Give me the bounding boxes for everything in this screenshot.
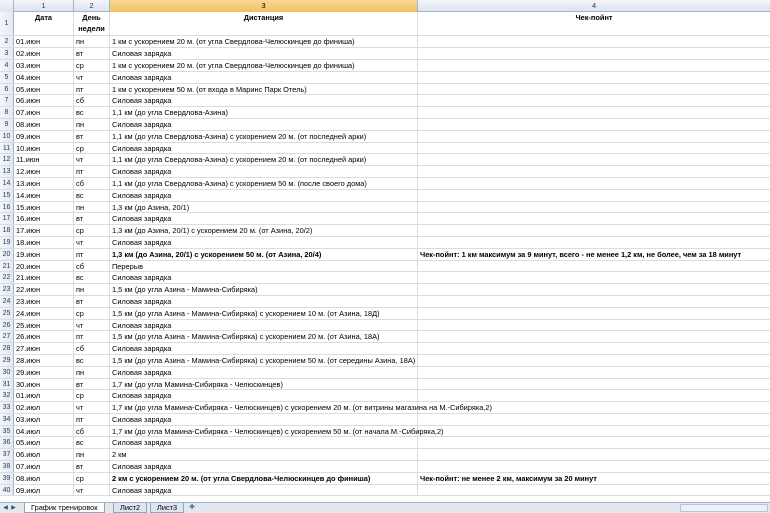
table-row <box>0 402 770 414</box>
table-row <box>0 84 770 96</box>
prev-sheet-icon[interactable]: ◀ <box>3 505 8 511</box>
checkpoint-cell[interactable] <box>418 308 770 319</box>
row-number[interactable]: 29 <box>0 355 14 366</box>
checkpoint-cell[interactable] <box>418 178 770 189</box>
distance-cell[interactable]: 1,1 км (до угла Свердлова-Азина) с ускорением 50 м. (после своего дома) <box>110 178 418 189</box>
distance-cell[interactable]: 1,7 км (до угла Мамина-Сибиряка - Челюскинцев) с ускорением 50 м. (от начала М.-Сибиряка,2) <box>112 426 444 436</box>
row-number[interactable]: 38 <box>0 461 14 472</box>
row-number[interactable]: 23 <box>0 284 14 295</box>
distance-cell[interactable]: Силовая зарядка <box>110 119 418 130</box>
checkpoint-cell[interactable] <box>418 320 770 331</box>
weekday-cell[interactable]: чт <box>74 320 110 331</box>
table-row <box>0 237 770 249</box>
distance-cell[interactable]: Силовая зарядка <box>110 343 418 354</box>
distance-cell[interactable]: Силовая зарядка <box>110 166 418 177</box>
table-row <box>0 379 770 391</box>
checkpoint-cell[interactable] <box>418 36 770 47</box>
header-checkpoint[interactable]: Чек-пойнт <box>575 13 613 22</box>
weekday-cell[interactable]: пн <box>74 119 110 130</box>
date-cell[interactable]: 12.июн <box>14 166 74 177</box>
date-cell[interactable]: 01.июл <box>14 390 74 401</box>
weekday-cell[interactable]: ср <box>74 143 110 154</box>
date-cell[interactable]: 30.июн <box>14 379 74 390</box>
date-cell[interactable]: 13.июн <box>14 178 74 189</box>
row-number[interactable]: 18 <box>0 225 14 236</box>
row-number[interactable]: 35 <box>0 426 14 437</box>
distance-cell[interactable]: 1,3 км (до Азина, 20/1) с ускорением 50 м. (от Азина, 20/4) <box>110 249 418 260</box>
row-number[interactable]: 15 <box>0 190 14 201</box>
checkpoint-cell[interactable] <box>418 261 770 272</box>
table-row <box>0 331 770 343</box>
date-cell[interactable]: 09.июл <box>14 485 74 496</box>
checkpoint-cell[interactable] <box>418 84 770 95</box>
table-row <box>0 449 770 461</box>
checkpoint-cell[interactable] <box>418 95 770 106</box>
table-row <box>0 202 770 214</box>
distance-cell[interactable]: 2 км с ускорением 20 м. (от угла Свердлова-Челюскинцев до финиша) <box>110 473 418 484</box>
weekday-cell[interactable]: сб <box>74 426 110 437</box>
checkpoint-cell[interactable] <box>418 331 770 342</box>
row-number[interactable]: 11 <box>0 143 14 154</box>
row-number[interactable]: 8 <box>0 107 14 118</box>
checkpoint-cell[interactable] <box>418 461 770 472</box>
row-number[interactable]: 4 <box>0 60 14 71</box>
table-row <box>0 48 770 60</box>
row-number[interactable]: 5 <box>0 72 14 83</box>
header-date[interactable]: Дата <box>14 12 74 35</box>
row-number[interactable]: 33 <box>0 402 14 413</box>
weekday-cell[interactable]: чт <box>74 237 110 248</box>
checkpoint-cell[interactable] <box>418 437 770 448</box>
checkpoint-cell[interactable] <box>418 402 770 413</box>
header-row <box>0 12 770 36</box>
checkpoint-cell[interactable] <box>418 367 770 378</box>
distance-cell[interactable]: Силовая зарядка <box>110 190 418 201</box>
weekday-cell[interactable]: сб <box>74 343 110 354</box>
checkpoint-cell[interactable] <box>418 390 770 401</box>
sheet-tab-training[interactable]: График тренировок <box>24 503 105 513</box>
column-header-3[interactable]: 3 <box>110 0 418 12</box>
checkpoint-cell[interactable] <box>418 166 770 177</box>
next-sheet-icon[interactable]: ▶ <box>11 505 16 511</box>
row-number[interactable]: 22 <box>0 272 14 283</box>
weekday-cell[interactable]: сб <box>74 178 110 189</box>
date-cell[interactable]: 05.июн <box>14 84 74 95</box>
checkpoint-cell[interactable] <box>418 131 770 142</box>
distance-cell[interactable]: 1,5 км (до угла Азина - Мамина-Сибиряка) с ускорением 10 м. (от Азина, 18Д) <box>110 308 418 319</box>
weekday-cell[interactable]: ср <box>74 390 110 401</box>
weekday-cell[interactable]: вт <box>74 213 110 224</box>
date-cell[interactable]: 03.июн <box>14 60 74 71</box>
table-row <box>0 485 770 497</box>
table-row <box>0 426 770 438</box>
date-cell[interactable]: 07.июн <box>14 107 74 118</box>
weekday-cell[interactable]: пт <box>74 84 110 95</box>
checkpoint-cell[interactable] <box>418 119 770 130</box>
date-cell[interactable]: 24.июн <box>14 308 74 319</box>
table-row <box>0 36 770 48</box>
checkpoint-cell[interactable] <box>418 343 770 354</box>
weekday-cell[interactable]: вт <box>74 48 110 59</box>
row-number[interactable]: 24 <box>0 296 14 307</box>
distance-cell[interactable]: 1 км с ускорением 50 м. (от входа в Маринс Парк Отель) <box>110 84 418 95</box>
checkpoint-cell[interactable] <box>418 225 770 236</box>
row-number[interactable]: 40 <box>0 485 14 496</box>
row-number[interactable]: 36 <box>0 437 14 448</box>
date-cell[interactable]: 29.июн <box>14 367 74 378</box>
date-cell[interactable]: 26.июн <box>14 331 74 342</box>
sheet-tab-list3[interactable]: Лист3 <box>150 503 184 513</box>
sheet-tab-bar <box>0 502 770 513</box>
date-cell[interactable]: 16.июн <box>14 213 74 224</box>
data-rows <box>0 36 770 496</box>
checkpoint-cell[interactable] <box>418 355 770 366</box>
row-number[interactable]: 37 <box>0 449 14 460</box>
weekday-cell[interactable]: пт <box>74 249 110 260</box>
weekday-cell[interactable]: чт <box>74 154 110 165</box>
date-cell[interactable]: 02.июн <box>14 48 74 59</box>
date-cell[interactable]: 03.июл <box>14 414 74 425</box>
checkpoint-cell[interactable] <box>418 237 770 248</box>
weekday-cell[interactable]: вт <box>74 461 110 472</box>
distance-cell[interactable]: Силовая зарядка <box>110 95 418 106</box>
distance-cell[interactable]: 1,1 км (до угла Свердлова-Азина) с ускорением 20 м. (от последней арки) <box>110 131 418 142</box>
distance-cell[interactable]: 1,7 км (до угла Мамина-Сибиряка - Челюскинцев) <box>110 379 418 390</box>
date-cell[interactable]: 22.июн <box>14 284 74 295</box>
weekday-cell[interactable]: вс <box>74 355 110 366</box>
date-cell[interactable]: 05.июл <box>14 437 74 448</box>
distance-cell[interactable]: 1,1 км (до угла Свердлова-Азина) с ускорением 20 м. (от последней арки) <box>110 154 418 165</box>
distance-cell[interactable]: 1,5 км (до угла Азина - Мамина-Сибиряка) <box>110 284 418 295</box>
row-number[interactable]: 9 <box>0 119 14 130</box>
weekday-cell[interactable]: пт <box>74 414 110 425</box>
table-row <box>0 473 770 485</box>
row-number[interactable]: 7 <box>0 95 14 106</box>
checkpoint-cell[interactable] <box>418 426 770 437</box>
date-cell[interactable]: 28.июн <box>14 355 74 366</box>
distance-cell[interactable]: Силовая зарядка <box>110 72 418 83</box>
row-number[interactable]: 14 <box>0 178 14 189</box>
weekday-cell[interactable]: сб <box>74 95 110 106</box>
distance-cell[interactable]: 2 км <box>110 449 418 460</box>
row-number[interactable]: 32 <box>0 390 14 401</box>
table-row <box>0 261 770 273</box>
header-distance[interactable]: Дистанция <box>110 12 418 35</box>
row-number[interactable]: 16 <box>0 202 14 213</box>
checkpoint-cell[interactable]: Чек-пойнт: 1 км максимум за 9 минут, всего - не менее 1,2 км, не более, чем за 18 минут <box>420 249 742 259</box>
distance-cell[interactable]: 1 км с ускорением 20 м. (от угла Свердлова-Челюскинцев до финиша) <box>110 36 418 47</box>
date-cell[interactable]: 15.июн <box>14 202 74 213</box>
distance-cell[interactable]: 1,3 км (до Азина, 20/1) с ускорением 20 м. (от Азина, 20/2) <box>110 225 418 236</box>
distance-cell[interactable]: Силовая зарядка <box>110 272 418 283</box>
table-row <box>0 95 770 107</box>
table-row <box>0 225 770 237</box>
table-row <box>0 249 770 261</box>
weekday-cell[interactable]: вс <box>74 437 110 448</box>
table-row <box>0 414 770 426</box>
date-cell[interactable]: 06.июн <box>14 95 74 106</box>
checkpoint-cell[interactable] <box>418 107 770 118</box>
weekday-cell[interactable]: пн <box>74 284 110 295</box>
date-cell[interactable]: 07.июл <box>14 461 74 472</box>
checkpoint-cell[interactable] <box>418 143 770 154</box>
row-number[interactable]: 26 <box>0 320 14 331</box>
distance-cell[interactable]: Силовая зарядка <box>110 414 418 425</box>
checkpoint-cell[interactable] <box>418 190 770 201</box>
table-row <box>0 320 770 332</box>
date-cell[interactable]: 21.июн <box>14 272 74 283</box>
row-number[interactable]: 20 <box>0 249 14 260</box>
checkpoint-cell[interactable] <box>418 202 770 213</box>
checkpoint-cell[interactable] <box>418 272 770 283</box>
weekday-cell[interactable]: ср <box>74 308 110 319</box>
distance-cell[interactable]: Силовая зарядка <box>110 320 418 331</box>
table-row <box>0 131 770 143</box>
weekday-cell[interactable]: вс <box>74 272 110 283</box>
weekday-cell[interactable]: вс <box>74 107 110 118</box>
table-row <box>0 60 770 72</box>
checkpoint-cell[interactable]: Чек-пойнт: не менее 2 км, максимум за 20 минут <box>420 473 597 483</box>
date-cell[interactable]: 14.июн <box>14 190 74 201</box>
table-row <box>0 367 770 379</box>
table-row <box>0 272 770 284</box>
weekday-cell[interactable]: ср <box>74 473 110 484</box>
checkpoint-cell[interactable] <box>418 60 770 71</box>
column-header-2[interactable]: 2 <box>74 0 110 12</box>
table-row <box>0 213 770 225</box>
header-weekday[interactable]: День недели <box>74 12 110 35</box>
distance-cell[interactable]: Силовая зарядка <box>110 48 418 59</box>
date-cell[interactable]: 01.июн <box>14 36 74 47</box>
row-number[interactable]: 21 <box>0 261 14 272</box>
date-cell[interactable]: 17.июн <box>14 225 74 236</box>
add-sheet-icon[interactable]: ✚ <box>189 504 195 511</box>
table-row <box>0 107 770 119</box>
checkpoint-cell[interactable] <box>418 72 770 83</box>
checkpoint-cell[interactable] <box>418 379 770 390</box>
row-number[interactable]: 12 <box>0 154 14 165</box>
row-number[interactable]: 31 <box>0 379 14 390</box>
table-row <box>0 343 770 355</box>
table-row <box>0 143 770 155</box>
row-number[interactable]: 6 <box>0 84 14 95</box>
weekday-cell[interactable]: пт <box>74 166 110 177</box>
row-number[interactable]: 27 <box>0 331 14 342</box>
checkpoint-cell[interactable] <box>418 213 770 224</box>
weekday-cell[interactable]: пн <box>74 449 110 460</box>
date-cell[interactable]: 23.июн <box>14 296 74 307</box>
table-row <box>0 390 770 402</box>
row-number[interactable]: 34 <box>0 414 14 425</box>
weekday-cell[interactable]: ср <box>74 225 110 236</box>
row-number[interactable]: 19 <box>0 237 14 248</box>
weekday-cell[interactable]: пн <box>74 367 110 378</box>
date-cell[interactable]: 10.июн <box>14 143 74 154</box>
distance-cell[interactable]: 1 км с ускорением 20 м. (от угла Свердлова-Челюскинцев до финиша) <box>110 60 418 71</box>
checkpoint-cell[interactable] <box>418 284 770 295</box>
distance-cell[interactable]: Силовая зарядка <box>110 143 418 154</box>
weekday-cell[interactable]: пн <box>74 36 110 47</box>
table-row <box>0 284 770 296</box>
date-cell[interactable]: 09.июн <box>14 131 74 142</box>
distance-cell[interactable]: 1,7 км (до угла Мамина-Сибиряка - Челюскинцев) с ускорением 20 м. (от витрины магазина на М.-Сибиряка,2) <box>112 403 492 413</box>
weekday-cell[interactable]: ср <box>74 60 110 71</box>
sheet-tab-list2[interactable]: Лист2 <box>113 503 147 513</box>
column-header-1[interactable]: 1 <box>14 0 74 12</box>
table-row <box>0 355 770 367</box>
table-row <box>0 119 770 131</box>
distance-cell[interactable]: Силовая зарядка <box>110 485 418 496</box>
distance-cell[interactable]: 1,5 км (до угла Азина - Мамина-Сибиряка) с ускорением 20 м. (от Азина, 18А) <box>110 331 418 342</box>
distance-cell[interactable]: Силовая зарядка <box>110 213 418 224</box>
distance-cell[interactable]: Силовая зарядка <box>110 367 418 378</box>
checkpoint-cell[interactable] <box>418 296 770 307</box>
table-row <box>0 154 770 166</box>
table-row <box>0 461 770 473</box>
weekday-cell[interactable]: вт <box>74 296 110 307</box>
distance-cell[interactable]: Перерыв <box>110 261 418 272</box>
row-number[interactable]: 2 <box>0 36 14 47</box>
date-cell[interactable]: 08.июл <box>14 473 74 484</box>
row-number[interactable]: 25 <box>0 308 14 319</box>
date-cell[interactable]: 18.июн <box>14 237 74 248</box>
weekday-cell[interactable]: вт <box>74 131 110 142</box>
checkpoint-cell[interactable] <box>418 154 770 165</box>
table-row <box>0 72 770 84</box>
checkpoint-cell[interactable] <box>418 449 770 460</box>
row-number[interactable]: 10 <box>0 131 14 142</box>
date-cell[interactable]: 19.июн <box>14 249 74 260</box>
weekday-cell[interactable]: вт <box>74 379 110 390</box>
table-row <box>0 296 770 308</box>
date-cell[interactable]: 11.июн <box>14 154 74 165</box>
date-cell[interactable]: 20.июн <box>14 261 74 272</box>
row-number[interactable]: 13 <box>0 166 14 177</box>
distance-cell[interactable]: Силовая зарядка <box>110 296 418 307</box>
distance-cell[interactable]: Силовая зарядка <box>110 237 418 248</box>
date-cell[interactable]: 04.июн <box>14 72 74 83</box>
weekday-cell[interactable]: сб <box>74 261 110 272</box>
row-number[interactable]: 17 <box>0 213 14 224</box>
row-number[interactable]: 30 <box>0 367 14 378</box>
column-header-4[interactable]: 4 <box>591 1 597 10</box>
checkpoint-cell[interactable] <box>418 414 770 425</box>
row-number[interactable]: 39 <box>0 473 14 484</box>
date-cell[interactable]: 25.июн <box>14 320 74 331</box>
row-number[interactable]: 28 <box>0 343 14 354</box>
date-cell[interactable]: 06.июл <box>14 449 74 460</box>
weekday-cell[interactable]: пн <box>74 202 110 213</box>
checkpoint-cell[interactable] <box>418 485 770 496</box>
select-all-corner[interactable] <box>0 0 14 12</box>
column-header-row <box>0 0 770 12</box>
weekday-cell[interactable]: чт <box>74 485 110 496</box>
table-row <box>0 308 770 320</box>
distance-cell[interactable]: Силовая зарядка <box>110 461 418 472</box>
date-cell[interactable]: 02.июл <box>14 402 74 413</box>
checkpoint-cell[interactable] <box>418 48 770 59</box>
table-row <box>0 166 770 178</box>
distance-cell[interactable]: 1,5 км (до угла Азина - Мамина-Сибиряка) с ускорением 50 м. (от середины Азина, 18А) <box>110 355 418 366</box>
table-row <box>0 437 770 449</box>
weekday-cell[interactable]: чт <box>74 72 110 83</box>
row-number[interactable]: 1 <box>0 12 14 35</box>
table-row <box>0 190 770 202</box>
weekday-cell[interactable]: пт <box>74 331 110 342</box>
distance-cell[interactable]: Силовая зарядка <box>110 437 418 448</box>
date-cell[interactable]: 27.июн <box>14 343 74 354</box>
distance-cell[interactable]: 1,1 км (до угла Свердлова-Азина) <box>110 107 418 118</box>
date-cell[interactable]: 08.июн <box>14 119 74 130</box>
weekday-cell[interactable]: чт <box>74 402 110 413</box>
distance-cell[interactable]: 1,3 км (до Азина, 20/1) <box>110 202 418 213</box>
distance-cell[interactable]: Силовая зарядка <box>110 390 418 401</box>
date-cell[interactable]: 04.июл <box>14 426 74 437</box>
horizontal-scrollbar[interactable] <box>680 504 768 512</box>
row-number[interactable]: 3 <box>0 48 14 59</box>
table-row <box>0 178 770 190</box>
weekday-cell[interactable]: вс <box>74 190 110 201</box>
